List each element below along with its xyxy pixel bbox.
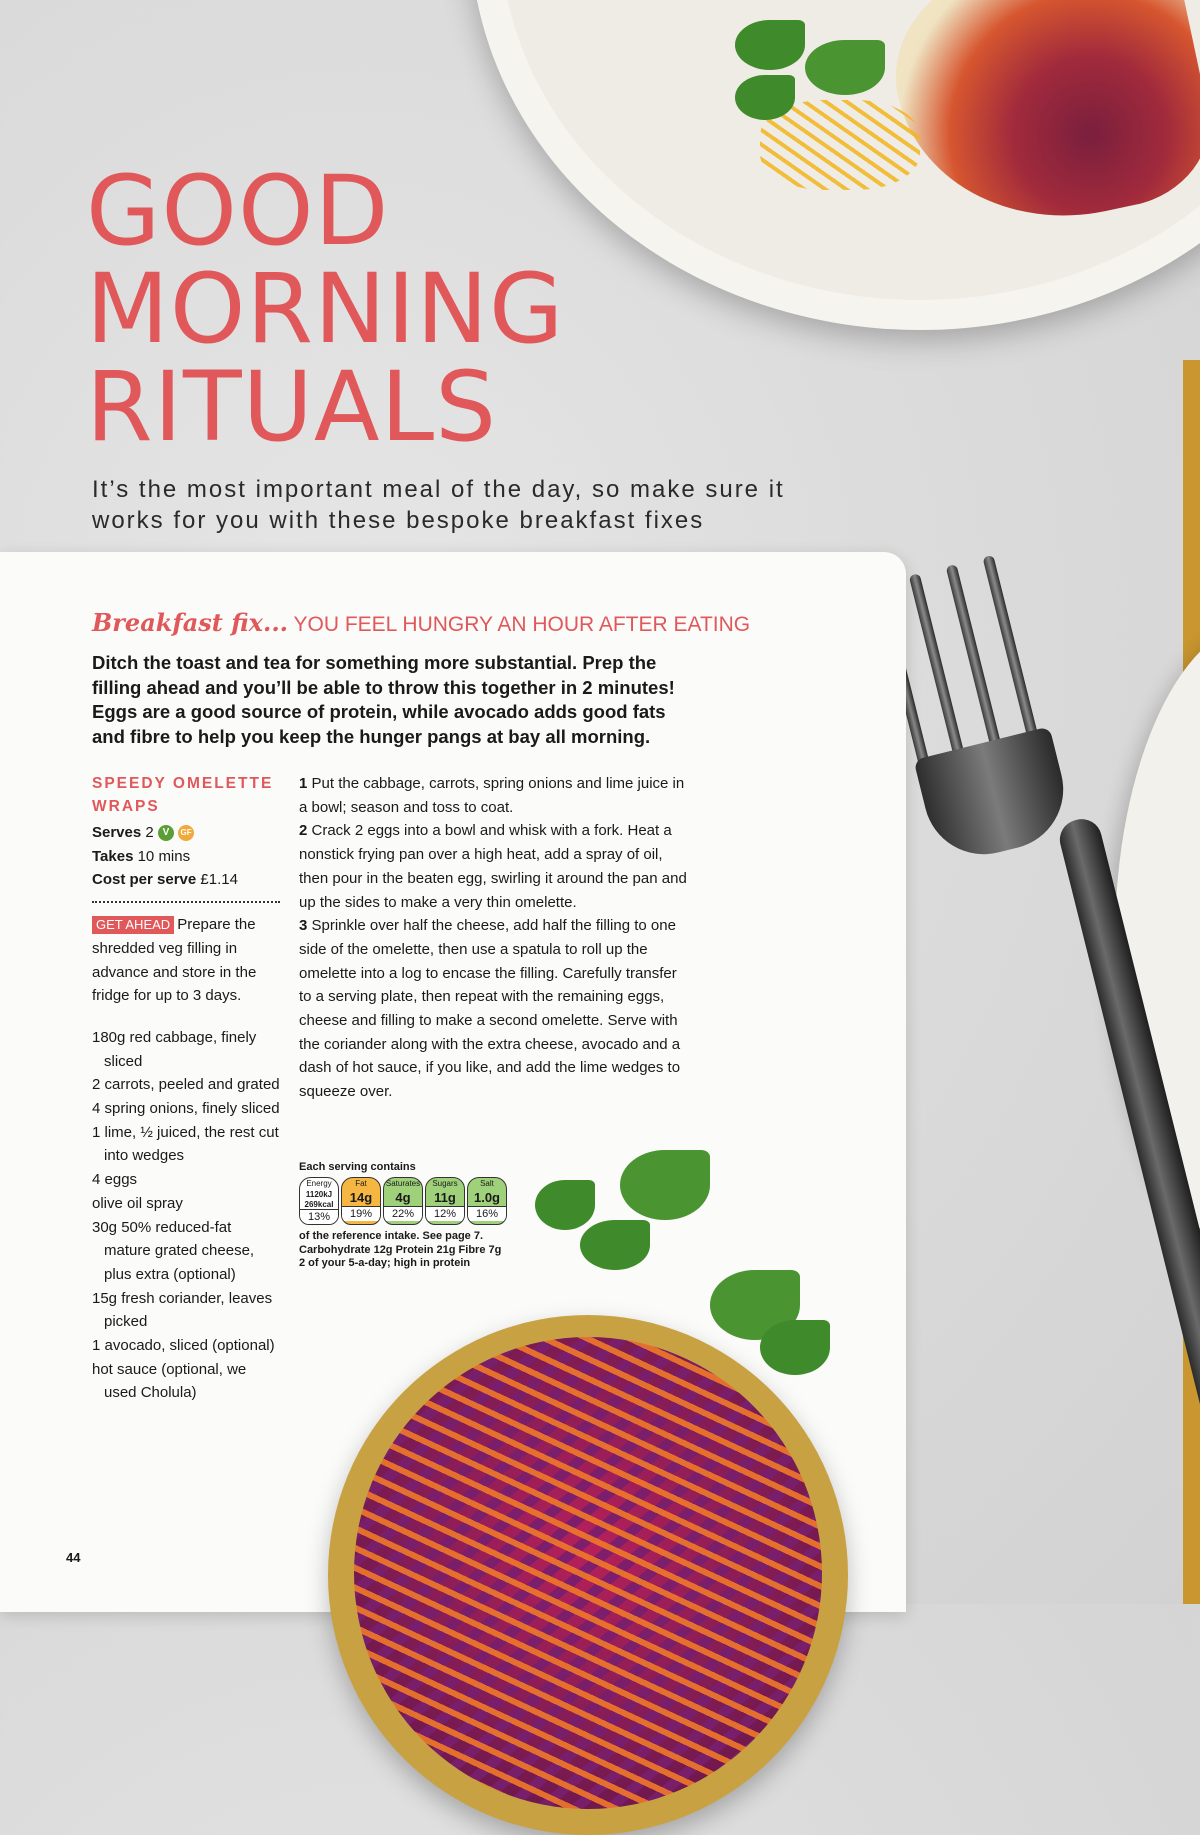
coriander-leaf-photo (620, 1150, 710, 1220)
ingredient-item: 1 lime, ½ juiced, the rest cut into wedges (92, 1123, 279, 1165)
ingredient-item: 4 eggs (92, 1171, 138, 1189)
nutrition-footnote-line: of the reference intake. See page 7. (299, 1230, 484, 1242)
nutrient-label: Fat (355, 1179, 367, 1188)
ingredient-item: 1 avocado, sliced (optional) (92, 1337, 275, 1355)
breakfast-fix-heading (92, 608, 750, 637)
nutrient-value: 14g (349, 1190, 373, 1205)
step-number: 1 (299, 775, 308, 792)
step-text: Crack 2 eggs into a bowl and whisk with a fork. Heat a nonstick frying pan over a high heat, add a spray of oil, then pour in the beaten egg, swirling it around the pan and up the sides to make a very thin omelette. (299, 822, 687, 911)
nutrient-percent: 12% (426, 1206, 464, 1221)
get-ahead-text: Prepare the shredded veg filling in advance and store in the fridge for up to 3 days. (92, 916, 257, 1005)
intro-paragraph: Ditch the toast and tea for something more substantial. Prep the filling ahead and you’ll be able to throw this together in 2 minutes! Eggs are a good source of protein, while avocado adds good fats and fibre to help you keep the hunger pangs at bay all morning. (92, 652, 675, 747)
method-step (299, 819, 691, 914)
nutrient-percent: 22% (384, 1206, 422, 1221)
takes-line (92, 845, 282, 869)
step-text: Sprinkle over half the cheese, add half the filling to one side of the omelette, then use a spatula to roll up the omelette into a log to encase the filling. Carefully transfer to a serving plate, then repeat with the remaining eggs, cheese and filling to make a second omelette. Serve with the coriander along with the extra cheese, avocado and a dash of hot sauce, if you like, and add the lime wedges to squeeze over. (299, 917, 681, 1101)
nutrition-footnote (299, 1230, 559, 1271)
nutrition-caption: Each serving contains (299, 1161, 416, 1173)
nutrient-label: Salt (480, 1179, 494, 1188)
nutrition-footnote-line: 2 of your 5-a-day; high in protein (299, 1257, 471, 1269)
serves-label: Serves (92, 824, 142, 841)
cost-label: Cost per serve (92, 871, 197, 889)
coriander-leaf-photo (535, 1180, 595, 1230)
serves-value: 2 (141, 824, 154, 841)
recipe-title: SPEEDY OMELETTE WRAPS (92, 775, 274, 815)
cost-value: £1.14 (196, 871, 238, 889)
dotted-divider (92, 901, 280, 903)
salt-cell (467, 1177, 507, 1225)
nutrient-label: Saturates (385, 1179, 421, 1188)
vegetarian-badge-icon: V (158, 825, 174, 841)
step-number: 2 (299, 822, 308, 840)
method-steps (299, 772, 691, 1104)
ingredients-list (92, 1026, 282, 1405)
coriander-leaf-photo (805, 40, 885, 95)
coriander-leaf-photo (760, 1320, 830, 1375)
energy-cell (299, 1177, 339, 1225)
page-headline (86, 155, 565, 463)
coriander-leaf-photo (580, 1220, 650, 1270)
method-step (299, 772, 691, 819)
ingredient-item: 4 spring onions, finely sliced (92, 1100, 280, 1118)
ingredient-item: olive oil spray (92, 1194, 183, 1212)
headline-line: GOOD (86, 155, 390, 267)
get-ahead-label: GET AHEAD (92, 916, 174, 934)
step-text: Put the cabbage, carrots, spring onions and lime juice in a bowl; season and toss to coat. (299, 775, 685, 816)
ingredient-item: 30g 50% reduced-fat mature grated cheese, plus extra (optional) (92, 1218, 255, 1283)
headline-line: RITUALS (86, 351, 498, 463)
nutrient-percent: 13% (300, 1209, 338, 1224)
page-subheading: It’s the most important meal of the day, so make sure it works for you with these bespoke breakfast fixes (92, 476, 785, 534)
energy-kcal: 269kcal (304, 1200, 334, 1209)
sugars-cell (425, 1177, 465, 1225)
step-number: 3 (299, 917, 308, 935)
nutrient-value: 4g (395, 1190, 411, 1205)
breakfast-fix-script: Breakfast fix... (92, 608, 289, 637)
ingredient-item: 15g fresh coriander, leaves picked (92, 1289, 273, 1331)
nutrient-percent: 16% (468, 1206, 506, 1221)
fat-cell (341, 1177, 381, 1225)
saturates-cell (383, 1177, 423, 1225)
nutrition-labels-row (299, 1177, 559, 1225)
recipe-sidebar (92, 772, 282, 1405)
nutrition-panel (299, 1161, 559, 1271)
ingredient-item: 2 carrots, peeled and grated (92, 1076, 280, 1094)
nutrient-value: 1.0g (473, 1190, 500, 1205)
get-ahead-tip (92, 913, 282, 1008)
coriander-leaf-photo (735, 75, 795, 120)
coriander-leaf-photo (735, 20, 805, 70)
nutrient-percent: 19% (342, 1206, 380, 1221)
page-number: 44 (66, 1550, 81, 1565)
serves-line (92, 821, 282, 845)
ingredient-item: hot sauce (optional, we used Cholula) (92, 1360, 247, 1402)
energy-kj: 1120kJ (305, 1190, 333, 1199)
slaw-bowl-photo (328, 1315, 848, 1835)
cost-line (92, 868, 282, 892)
gluten-free-badge-icon: GF (178, 825, 194, 841)
nutrient-value: 11g (434, 1190, 456, 1205)
method-step (299, 914, 691, 1104)
breakfast-fix-caption: YOU FEEL HUNGRY AN HOUR AFTER EATING (288, 613, 751, 636)
nutrient-label: Energy (306, 1179, 332, 1188)
ingredient-item: 180g red cabbage, finely sliced (92, 1028, 257, 1070)
headline-line: MORNING (86, 253, 565, 365)
nutrition-footnote-line: Carbohydrate 12g Protein 21g Fibre 7g (299, 1243, 502, 1256)
nutrient-label: Sugars (432, 1179, 458, 1188)
takes-label: Takes (92, 847, 134, 865)
takes-value: 10 mins (133, 847, 191, 865)
